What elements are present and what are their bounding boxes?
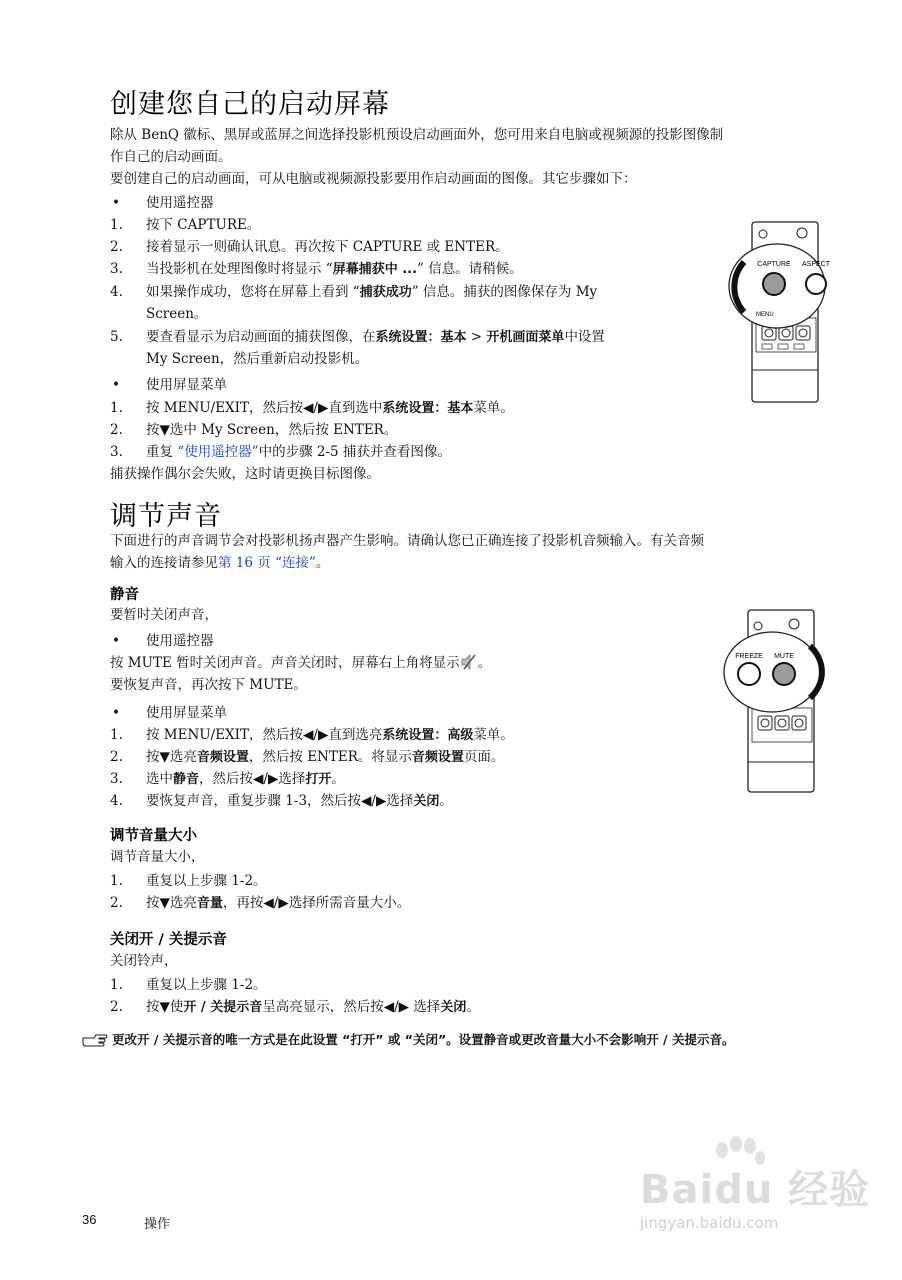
remote-step-3: 3. 当投影机在处理图像时将显示 “屏幕捕获中 ...” 信息。请稍候。: [110, 261, 523, 277]
beep-step-2: 2. 按▼使开 / 关提示音呈高亮显示，然后按◀/▶ 选择关闭。: [110, 999, 480, 1015]
bullet-use-remote: • 使用遥控器: [112, 195, 214, 211]
page-number: 36: [82, 1212, 97, 1227]
beep-step-1: 1. 重复以上步骤 1-2。: [110, 977, 267, 993]
link-page-16-connection[interactable]: 第 16 页 “连接”: [218, 555, 316, 571]
subheading-beep: 关闭开 / 关提示音: [110, 932, 227, 948]
freeze-button-label: FREEZE: [735, 653, 763, 660]
subheading-volume: 调节音量大小: [110, 828, 197, 844]
watermark-url: jingyan.baidu.com: [640, 1214, 779, 1232]
mute-step-1: 1. 按 MENU/EXIT，然后按◀/▶直到选亮系统设置：高级菜单。: [110, 727, 514, 743]
section-title-startup-screen: 创建您自己的启动屏幕: [110, 89, 390, 120]
note-beep: 更改开 / 关提示音的唯一方式是在此设置 “打开” 或 “关闭”。设置静音或更改音量大小不会影响开 / 关提示音。: [82, 1030, 734, 1049]
mute-bullet-remote: • 使用遥控器: [112, 633, 214, 649]
section-title-adjust-sound: 调节声音: [110, 501, 222, 532]
intro-paragraph: 除从 BenQ 徽标、黑屏或蓝屏之间选择投影机预设启动画面外，您可用来自电脑或视频源的投影图像制: [110, 127, 724, 143]
mute-button-label: MUTE: [774, 653, 794, 660]
subheading-mute: 静音: [110, 587, 139, 603]
remote-step-4-cont: Screen。: [146, 306, 208, 322]
mute-step-3: 3. 选中静音，然后按◀/▶选择打开。: [110, 771, 345, 787]
footer-section: 操作: [144, 1217, 171, 1232]
remote-step-1: 1. 按下 CAPTURE。: [110, 217, 261, 233]
remote-capture-illustration: [722, 220, 831, 406]
volume-step-2: 2. 按▼选亮音量，再按◀/▶选择所需音量大小。: [110, 895, 411, 911]
osd-step-2: 2. 按▼选中 My Screen，然后按 ENTER。: [110, 422, 398, 438]
remote-step-5-cont: My Screen，然后重新启动投影机。: [146, 351, 369, 367]
volume-intro: 调节音量大小，: [110, 849, 205, 865]
watermark-logo: Baidu 经验: [640, 1167, 871, 1213]
capture-button-label: CAPTURE: [757, 261, 791, 268]
volume-step-1: 1. 重复以上步骤 1-2。: [110, 873, 267, 889]
osd-step-3: 3. 重复 “使用遥控器”中的步骤 2-5 捕获并查看图像。: [110, 444, 451, 460]
mute-speaker-icon: [460, 654, 478, 670]
osd-step-1: 1. 按 MENU/EXIT，然后按◀/▶直到选中系统设置：基本菜单。: [110, 400, 514, 416]
mute-bullet-osd: • 使用屏显菜单: [112, 705, 227, 721]
mute-restore-text: 要恢复声音，再次按下 MUTE。: [110, 677, 307, 693]
pointing-hand-icon: [82, 1031, 108, 1049]
remote-step-2: 2. 接着显示一则确认讯息。再次按下 CAPTURE 或 ENTER。: [110, 239, 509, 255]
mute-remote-text: 按 MUTE 暂时关闭声音。声音关闭时，屏幕右上角将显示 。: [110, 655, 492, 671]
mute-step-4: 4. 要恢复声音，重复步骤 1-3，然后按◀/▶选择关闭。: [110, 793, 453, 809]
aspect-button-label: ASPECT: [801, 261, 831, 268]
remote-mute-illustration: [722, 608, 822, 796]
remote-step-5: 5. 要查看显示为启动画面的捕获图像，在系统设置：基本 > 开机画面菜单中设置: [110, 329, 605, 345]
intro-paragraph-cont: 作自己的启动画面。: [110, 149, 232, 165]
mute-step-2: 2. 按▼选亮音频设置，然后按 ENTER。将显示音频设置页面。: [110, 749, 505, 765]
remote-step-4: 4. 如果操作成功，您将在屏幕上看到 “捕获成功” 信息。捕获的图像保存为 My: [110, 284, 598, 300]
beep-intro: 关闭铃声，: [110, 953, 178, 969]
intro-paragraph-2: 要创建自己的启动画面，可从电脑或视频源投影要用作启动画面的图像。其它步骤如下：: [110, 171, 637, 187]
menu-label: MENU: [756, 312, 774, 318]
sound-intro: 下面进行的声音调节会对投影机扬声器产生影响。请确认您已正确连接了投影机音频输入。有关音频: [110, 533, 704, 549]
sound-intro-cont: 输入的连接请参见第 16 页 “连接”。: [110, 555, 330, 571]
mute-intro: 要暂时关闭声音，: [110, 607, 218, 623]
link-use-remote[interactable]: “使用遥控器”: [177, 444, 259, 460]
bullet-use-osd: • 使用屏显菜单: [112, 377, 227, 393]
capture-outro: 捕获操作偶尔会失败，这时请更换目标图像。: [110, 466, 380, 482]
